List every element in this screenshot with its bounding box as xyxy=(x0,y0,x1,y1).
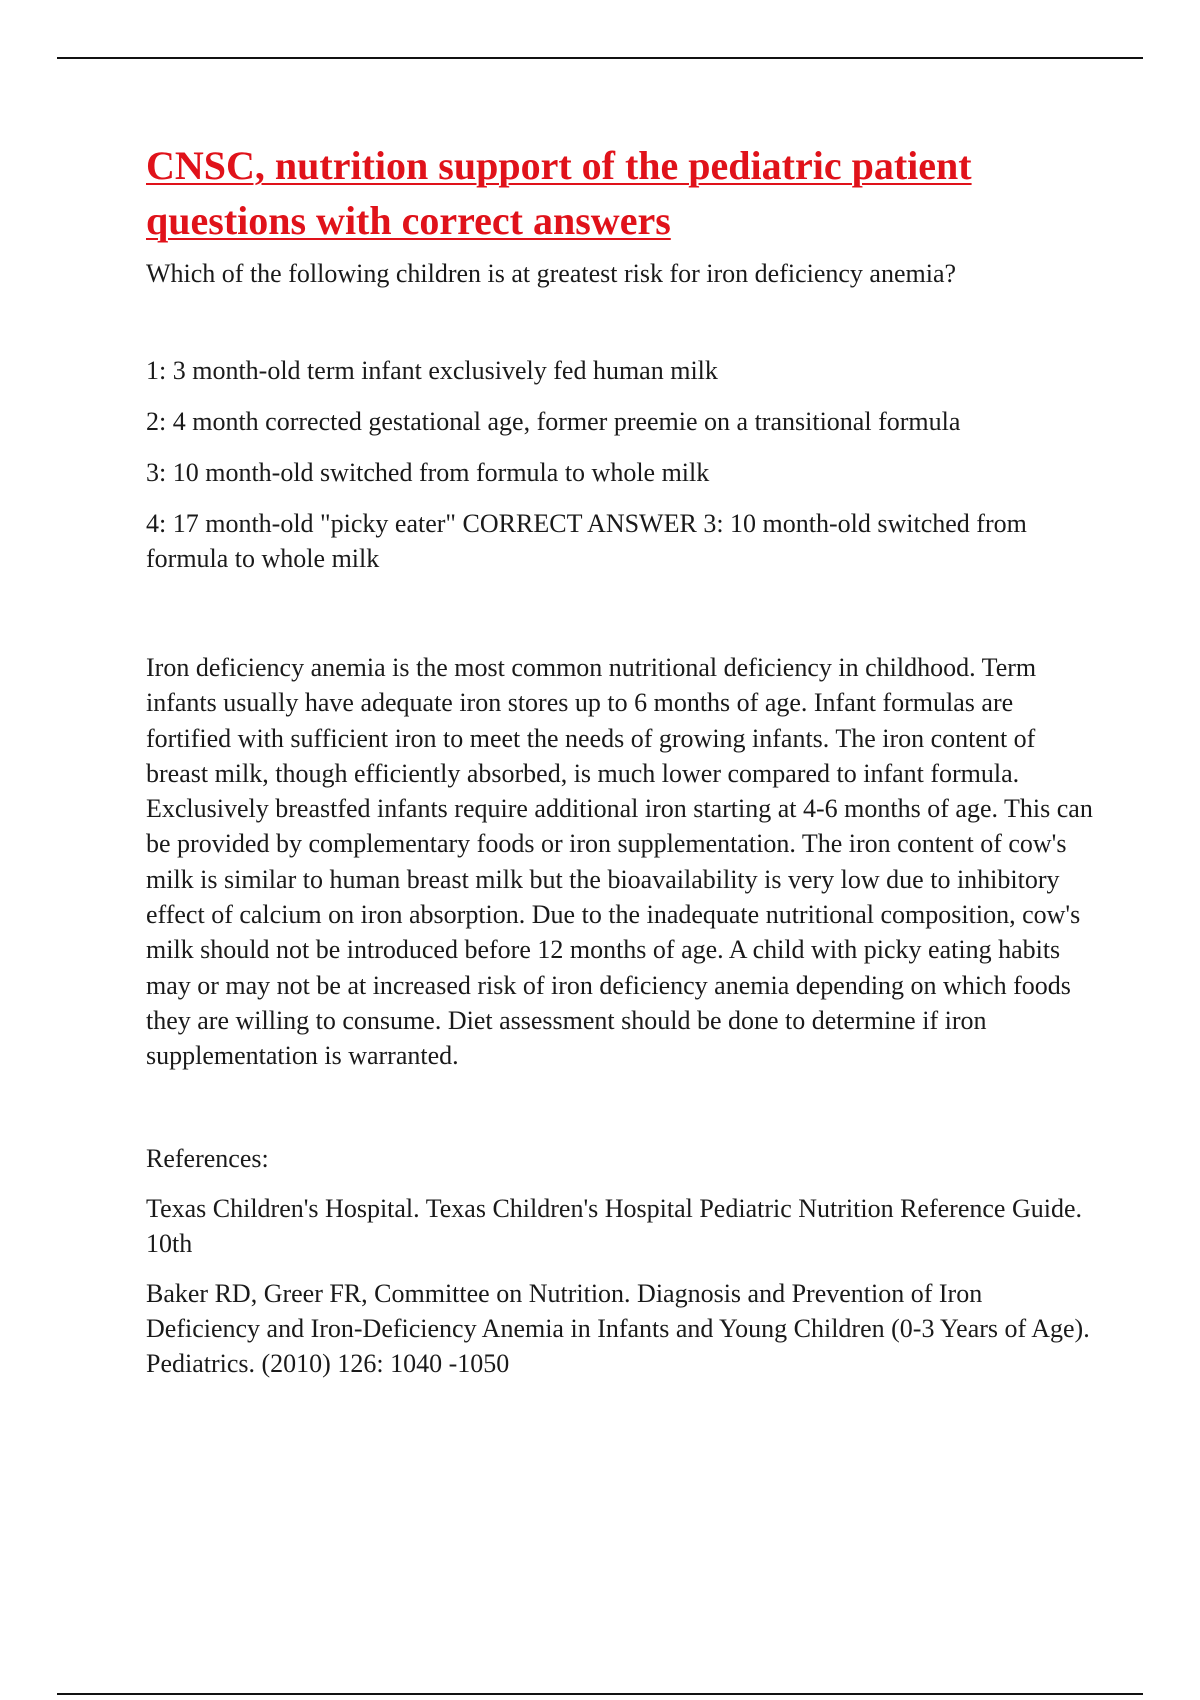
bottom-rule xyxy=(57,1693,1143,1695)
document-title: CNSC, nutrition support of the pediatric patient questions with correct answers xyxy=(146,143,972,243)
reference-item: Baker RD, Greer FR, Committee on Nutrition. Diagnosis and Prevention of Iron Deficiency and Iron-Deficiency Anemia in Infants and Young Children (0-3 Years of Age). Pediatrics. (2010) 126: 1040 -1050 xyxy=(146,1278,1090,1378)
answer-option: 2: 4 month corrected gestational age, former preemie on a transitional formula xyxy=(146,407,961,436)
question-text: Which of the following children is at greatest risk for iron deficiency anemia? xyxy=(146,259,957,288)
answer-option: 1: 3 month-old term infant exclusively fed human milk xyxy=(146,356,718,385)
answer-option-with-correct-answer: 4: 17 month-old "picky eater" CORRECT ANSWER 3: 10 month-old switched from formula to whole milk xyxy=(146,509,1027,573)
top-rule xyxy=(57,57,1143,59)
answer-option: 3: 10 month-old switched from formula to whole milk xyxy=(146,458,710,487)
references-heading: References: xyxy=(146,1143,269,1173)
document-body xyxy=(146,138,1096,1381)
explanation-paragraph: Iron deficiency anemia is the most common nutritional deficiency in childhood. Term infants usually have adequate iron stores up to 6 months of age. Infant formulas are fortified with sufficient iron to meet the needs of growing infants. The iron content of breast milk, though efficiently absorbed, is much lower compared to infant formula. Exclusively breastfed infants require additional iron starting at 4-6 months of age. This can be provided by complementary foods or iron supplementation. The iron content of cow's milk is similar to human breast milk but the bioavailability is very low due to inhibitory effect of calcium on iron absorption. Due to the inadequate nutritional composition, cow's milk should not be introduced before 12 months of age. A child with picky eating habits may or may not be at increased risk of iron deficiency anemia depending on which foods they are willing to consume. Diet assessment should be done to determine if iron supplementation is warranted. xyxy=(146,653,1093,1071)
answer-options xyxy=(146,353,1096,576)
reference-item: Texas Children's Hospital. Texas Children's Hospital Pediatric Nutrition Reference Guide. 10th xyxy=(146,1193,1082,1258)
